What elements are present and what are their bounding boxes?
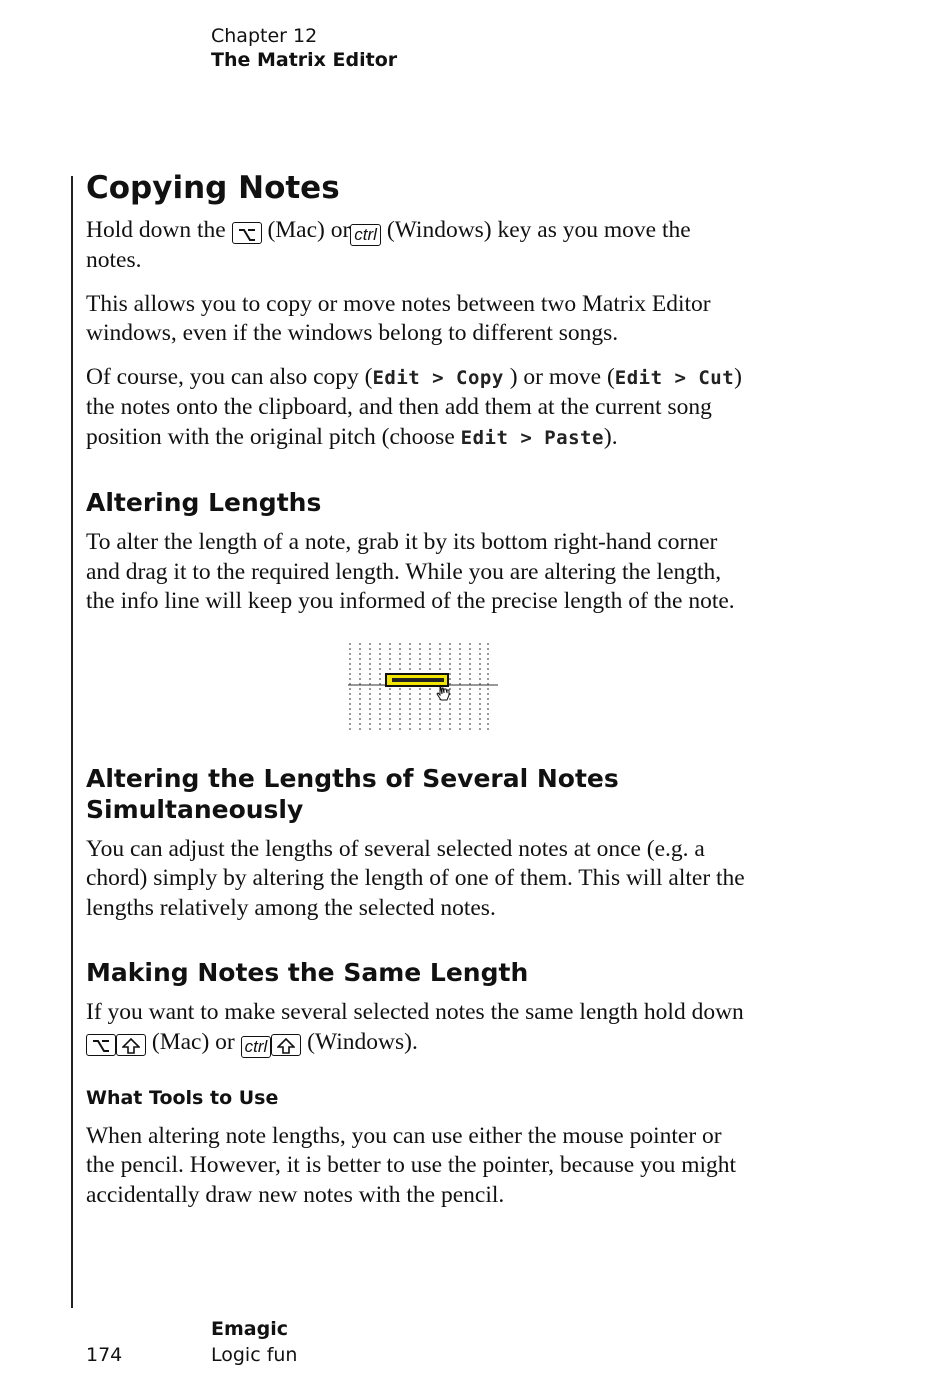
shift-key-icon	[271, 1034, 301, 1056]
chapter-title: The Matrix Editor	[211, 49, 398, 71]
footer-product: Logic fun	[211, 1344, 298, 1366]
menu-command-paste: Edit > Paste	[460, 426, 604, 449]
option-key-icon	[232, 222, 262, 244]
section-title-copying-notes: Copying Notes	[86, 170, 340, 206]
text: (Mac) or	[151, 1028, 235, 1055]
matrix-grid-illustration	[348, 643, 498, 733]
paragraph-copying-2: This allows you to copy or move notes between two Matrix Editor windows, even if the windows belong to different songs.	[86, 290, 711, 346]
text: Hold down the	[86, 217, 226, 243]
paragraph-same-1	[86, 998, 746, 1058]
text: ).	[603, 423, 618, 450]
footer-brand: Emagic	[211, 1318, 288, 1340]
paragraph-altering-1: To alter the length of a note, grab it by its bottom right-hand corner and drag it to the required length. While you are altering the length, the info line will keep you informed of the precise length of the note.	[86, 529, 735, 614]
change-bar	[71, 176, 73, 1308]
text: (Windows) key as you move the notes.	[86, 217, 691, 273]
section-title-same-length: Making Notes the Same Length	[86, 958, 529, 987]
hand-cursor-icon	[437, 685, 449, 700]
text: (Windows).	[307, 1028, 418, 1055]
text: (Mac) or	[267, 217, 351, 243]
text: ) the notes onto the clipboard, and then add them at the current song position with the original pitch (choose	[86, 363, 742, 450]
paragraph-several-1: You can adjust the lengths of several selected notes at once (e.g. a chord) simply by altering the length of one of them. This will alter the lengths relatively among the selected notes.	[86, 835, 745, 921]
ctrl-key-icon: ctrl	[350, 224, 381, 246]
option-key-icon	[86, 1034, 116, 1056]
paragraph-tools-1: When altering note lengths, you can use either the mouse pointer or the pencil. However, it is better to use the pointer, because you might accidentally draw new notes with the pencil.	[86, 1122, 737, 1208]
page-content	[86, 168, 746, 1224]
menu-command-cut: Edit > Cut	[614, 366, 735, 389]
note-bar-velocity	[392, 678, 444, 682]
chapter-label: Chapter 12	[211, 25, 318, 47]
note-length-figure	[348, 643, 498, 733]
text: Of course, you can also copy (	[86, 363, 373, 390]
section-title-altering-lengths: Altering Lengths	[86, 488, 322, 517]
page-number: 174	[86, 1344, 123, 1366]
section-title-several-notes: Altering the Lengths of Several Notes Simultaneously	[86, 763, 619, 824]
shift-key-icon	[116, 1034, 146, 1056]
paragraph-copying-1	[86, 216, 746, 276]
running-header	[211, 24, 397, 73]
menu-command-copy: Edit > Copy	[372, 366, 504, 389]
ctrl-key-icon: ctrl	[241, 1036, 272, 1058]
paragraph-copying-3	[86, 363, 746, 454]
text: ) or move (	[509, 363, 615, 390]
text: If you want to make several selected notes the same length hold down	[86, 999, 744, 1025]
section-title-what-tools: What Tools to Use	[86, 1086, 279, 1109]
